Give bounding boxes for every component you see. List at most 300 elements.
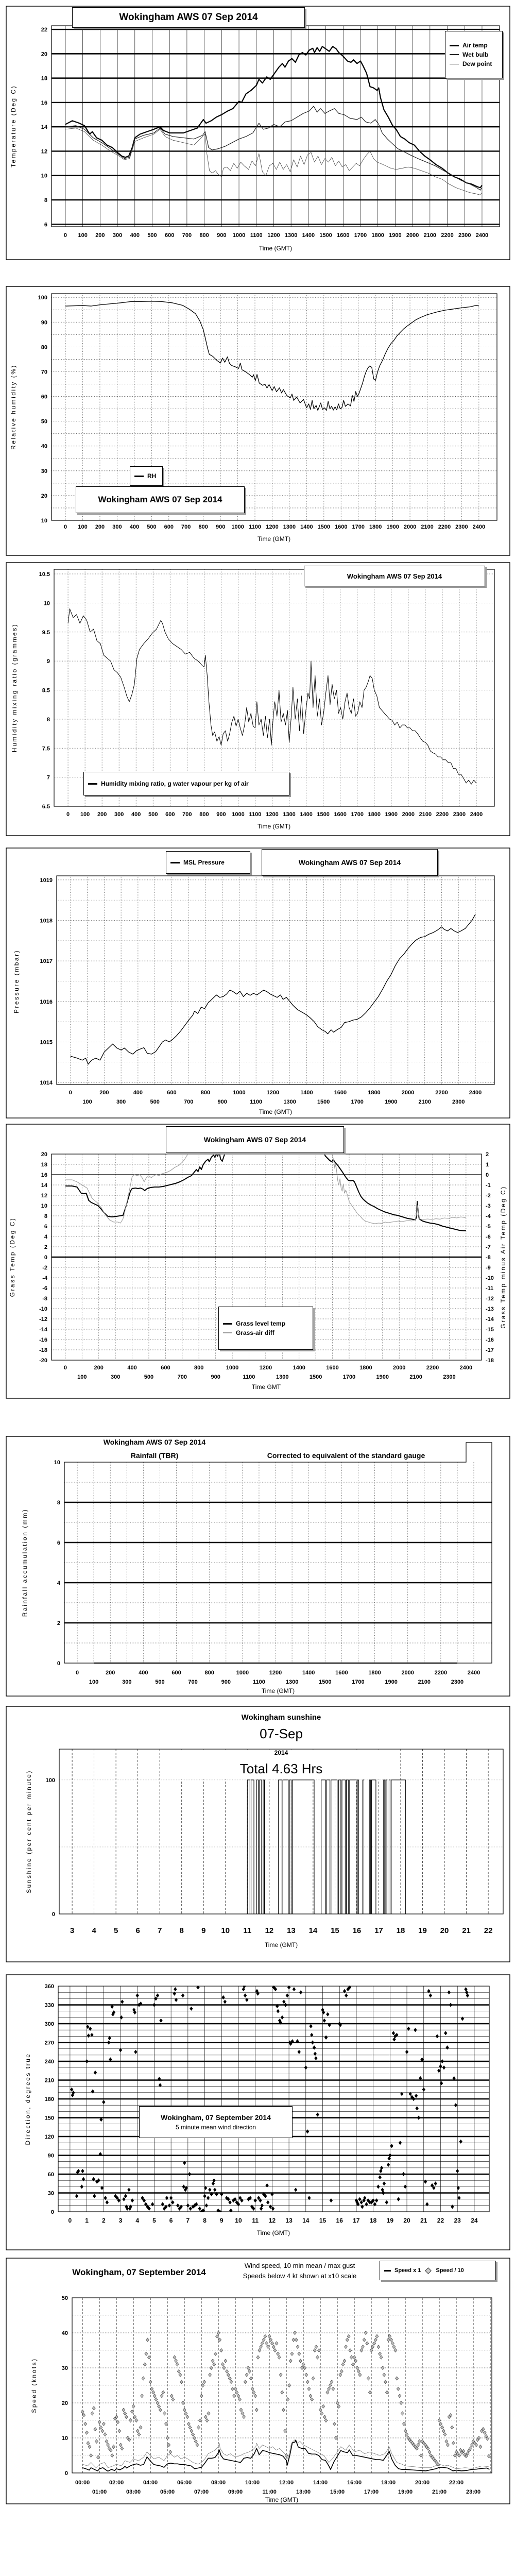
svg-text:2200: 2200 — [426, 1365, 439, 1371]
svg-text:Time (GMT): Time (GMT) — [256, 2229, 290, 2236]
svg-text:2000: 2000 — [401, 1670, 414, 1676]
svg-text:30: 30 — [61, 2365, 68, 2371]
svg-text:900: 900 — [216, 811, 226, 818]
svg-text:0: 0 — [63, 1365, 67, 1371]
label: Speed / 10 — [436, 2267, 464, 2274]
svg-text:1200: 1200 — [266, 1090, 280, 1096]
svg-text:1500: 1500 — [317, 524, 331, 530]
label: Wet bulb — [462, 51, 489, 58]
svg-text:12: 12 — [41, 1193, 47, 1199]
svg-text:30: 30 — [41, 468, 47, 474]
svg-text:1500: 1500 — [309, 1374, 322, 1380]
svg-text:Speeds below 4 kt shown at x10: Speeds below 4 kt shown at x10 scale — [243, 2272, 357, 2280]
svg-text:16: 16 — [41, 99, 47, 106]
svg-text:300: 300 — [112, 524, 122, 530]
svg-text:700: 700 — [183, 1099, 194, 1105]
svg-text:10: 10 — [61, 2435, 68, 2442]
svg-text:1015: 1015 — [40, 1039, 53, 1046]
svg-text:2100: 2100 — [418, 1679, 431, 1685]
svg-text:1000: 1000 — [232, 811, 245, 818]
svg-text:15: 15 — [331, 1926, 339, 1935]
svg-text:-6: -6 — [486, 1234, 491, 1240]
chart-title-box — [76, 486, 245, 513]
svg-text:1300: 1300 — [283, 811, 296, 818]
svg-text:270: 270 — [44, 2040, 54, 2046]
svg-text:-16: -16 — [486, 1337, 494, 1343]
svg-text:0: 0 — [66, 811, 70, 818]
svg-text:2400: 2400 — [472, 524, 486, 530]
svg-text:19: 19 — [418, 1926, 427, 1935]
svg-text:-14: -14 — [486, 1316, 494, 1323]
svg-text:40: 40 — [41, 443, 47, 450]
legend-marker-l3-icon — [450, 45, 459, 46]
svg-text:7: 7 — [46, 774, 50, 781]
svg-text:1100: 1100 — [250, 232, 263, 239]
svg-text:-16: -16 — [39, 1337, 47, 1343]
svg-text:18: 18 — [369, 2217, 377, 2224]
svg-text:0: 0 — [75, 1670, 79, 1676]
label: 5 minute mean wind direction — [175, 2124, 256, 2131]
svg-text:2100: 2100 — [419, 811, 432, 818]
svg-text:3: 3 — [70, 1926, 75, 1935]
svg-text:-18: -18 — [39, 1347, 47, 1353]
svg-text:700: 700 — [181, 524, 191, 530]
svg-text:Total 4.63 Hrs: Total 4.63 Hrs — [239, 1761, 323, 1776]
svg-text:Temperature (Deg C): Temperature (Deg C) — [10, 84, 17, 168]
svg-text:1800: 1800 — [371, 232, 384, 239]
svg-text:11: 11 — [243, 1926, 252, 1935]
svg-text:10: 10 — [54, 1460, 60, 1466]
svg-text:100: 100 — [45, 1777, 55, 1784]
svg-text:16: 16 — [336, 2217, 343, 2224]
svg-text:-8: -8 — [42, 1296, 47, 1302]
svg-text:300: 300 — [122, 1679, 132, 1685]
svg-text:18:00: 18:00 — [381, 2480, 396, 2486]
svg-text:2300: 2300 — [451, 1679, 464, 1685]
svg-text:03:00: 03:00 — [126, 2489, 141, 2495]
label: MSL Pressure — [183, 859, 225, 866]
svg-text:13:00: 13:00 — [296, 2489, 311, 2495]
svg-text:0: 0 — [68, 2217, 72, 2224]
svg-text:180: 180 — [44, 2096, 54, 2103]
svg-text:1700: 1700 — [351, 1099, 364, 1105]
svg-text:1017: 1017 — [40, 958, 53, 965]
svg-text:1900: 1900 — [386, 524, 399, 530]
svg-text:8: 8 — [44, 197, 47, 204]
legend-marker-l3-icon — [88, 783, 97, 785]
svg-text:200: 200 — [95, 232, 105, 239]
air-temperature-chart — [6, 6, 510, 260]
svg-text:210: 210 — [44, 2077, 54, 2084]
legend-box — [380, 2261, 496, 2280]
msl-pressure-chart-panel — [6, 848, 510, 1118]
svg-text:1300: 1300 — [283, 524, 296, 530]
legend-box — [83, 772, 289, 795]
legend-marker-dash-icon — [384, 2270, 391, 2272]
svg-text:1200: 1200 — [259, 1365, 272, 1371]
svg-text:17: 17 — [353, 2217, 360, 2224]
svg-text:1100: 1100 — [243, 1374, 255, 1380]
svg-text:Relative humidity (%): Relative humidity (%) — [10, 364, 17, 450]
svg-text:Wind speed, 10 min mean / max: Wind speed, 10 min mean / max gust — [244, 2262, 355, 2269]
svg-text:1800: 1800 — [368, 1090, 381, 1096]
svg-text:1600: 1600 — [335, 1670, 348, 1676]
svg-text:2000: 2000 — [401, 1090, 415, 1096]
svg-text:19: 19 — [386, 2217, 394, 2224]
svg-text:18: 18 — [41, 75, 47, 82]
svg-text:13: 13 — [285, 2217, 293, 2224]
svg-text:2400: 2400 — [469, 1090, 482, 1096]
svg-text:1000: 1000 — [236, 1670, 249, 1676]
svg-text:2400: 2400 — [475, 232, 489, 239]
svg-text:80: 80 — [41, 344, 47, 351]
label: Grass-air diff — [236, 1329, 274, 1336]
svg-text:14:00: 14:00 — [313, 2480, 328, 2486]
svg-text:-2: -2 — [42, 1265, 47, 1271]
svg-text:9: 9 — [46, 658, 50, 665]
chart-title-box — [139, 2106, 293, 2138]
svg-text:7.5: 7.5 — [42, 745, 50, 752]
svg-text:-6: -6 — [42, 1285, 47, 1292]
svg-text:-9: -9 — [486, 1265, 491, 1271]
msl-pressure-chart — [6, 848, 510, 1118]
svg-text:0: 0 — [50, 2209, 54, 2215]
svg-text:1400: 1400 — [302, 1670, 315, 1676]
svg-text:1800: 1800 — [368, 1670, 381, 1676]
svg-text:0: 0 — [44, 1255, 47, 1261]
legend-box — [130, 466, 163, 486]
svg-text:1300: 1300 — [284, 232, 298, 239]
svg-text:1800: 1800 — [359, 1365, 372, 1371]
svg-text:200: 200 — [94, 1365, 104, 1371]
svg-text:10: 10 — [41, 518, 47, 524]
svg-text:0: 0 — [63, 232, 67, 239]
svg-text:1700: 1700 — [351, 811, 364, 818]
svg-text:500: 500 — [144, 1374, 154, 1380]
svg-text:06:00: 06:00 — [177, 2480, 192, 2486]
svg-text:07:00: 07:00 — [194, 2489, 209, 2495]
svg-text:10: 10 — [41, 1203, 47, 1209]
label: Wokingham AWS 07 Sep 2014 — [203, 1136, 306, 1144]
svg-text:Wokingham sunshine: Wokingham sunshine — [241, 1713, 321, 1722]
svg-text:1600: 1600 — [334, 1090, 347, 1096]
svg-text:20: 20 — [61, 2400, 68, 2406]
svg-text:6.5: 6.5 — [42, 804, 50, 810]
svg-text:Sunshine (per cent per minute): Sunshine (per cent per minute) — [25, 1770, 32, 1893]
svg-text:16: 16 — [352, 1926, 362, 1935]
svg-text:0: 0 — [64, 524, 67, 530]
svg-text:11: 11 — [252, 2217, 259, 2224]
svg-text:900: 900 — [215, 524, 226, 530]
svg-text:5: 5 — [152, 2217, 156, 2224]
svg-text:400: 400 — [133, 1090, 143, 1096]
svg-text:360: 360 — [44, 1984, 54, 1990]
svg-text:200: 200 — [99, 1090, 109, 1096]
svg-text:2400: 2400 — [467, 1670, 480, 1676]
svg-text:1900: 1900 — [385, 811, 398, 818]
svg-text:800: 800 — [200, 1090, 211, 1096]
svg-text:10:00: 10:00 — [245, 2480, 260, 2486]
svg-text:15: 15 — [319, 2217, 327, 2224]
svg-text:30: 30 — [47, 2190, 54, 2197]
svg-text:7: 7 — [158, 1926, 162, 1935]
svg-text:1: 1 — [85, 2217, 89, 2224]
svg-text:Time (GMT): Time (GMT) — [265, 2496, 299, 2503]
svg-text:400: 400 — [139, 1670, 148, 1676]
svg-text:100: 100 — [78, 524, 88, 530]
svg-text:5: 5 — [113, 1926, 118, 1935]
svg-text:200: 200 — [106, 1670, 115, 1676]
svg-text:10: 10 — [235, 2217, 242, 2224]
label: Wokingham AWS 07 Sep 2014 — [119, 12, 258, 23]
svg-text:2300: 2300 — [443, 1374, 456, 1380]
svg-text:1200: 1200 — [266, 524, 279, 530]
svg-text:-11: -11 — [486, 1285, 494, 1292]
legend-marker-l3-icon — [223, 1323, 232, 1325]
svg-text:50: 50 — [61, 2295, 68, 2301]
svg-text:6: 6 — [169, 2217, 173, 2224]
svg-text:1900: 1900 — [389, 232, 402, 239]
label: Humidity mixing ratio, g water vapour per kg of air — [101, 780, 249, 787]
svg-text:6: 6 — [44, 1224, 47, 1230]
svg-text:7: 7 — [186, 2217, 190, 2224]
svg-text:2400: 2400 — [470, 811, 483, 818]
svg-text:500: 500 — [148, 811, 158, 818]
svg-text:1600: 1600 — [334, 811, 347, 818]
svg-text:-5: -5 — [486, 1224, 491, 1230]
svg-text:1700: 1700 — [354, 232, 367, 239]
svg-text:-12: -12 — [486, 1296, 494, 1302]
svg-text:600: 600 — [165, 232, 175, 239]
svg-text:07-Sep: 07-Sep — [260, 1726, 303, 1741]
svg-text:-14: -14 — [39, 1327, 47, 1333]
svg-text:02:00: 02:00 — [109, 2480, 124, 2486]
svg-text:17: 17 — [374, 1926, 383, 1935]
svg-text:800: 800 — [204, 1670, 214, 1676]
svg-text:300: 300 — [114, 811, 124, 818]
svg-text:2000: 2000 — [392, 1365, 406, 1371]
wind-speed-chart-panel — [6, 2258, 510, 2504]
svg-text:12: 12 — [268, 2217, 276, 2224]
svg-text:-3: -3 — [486, 1203, 491, 1209]
svg-text:1100: 1100 — [249, 524, 261, 530]
svg-text:14: 14 — [302, 2217, 310, 2224]
label: Speed x 1 — [394, 2267, 421, 2274]
svg-text:05:00: 05:00 — [160, 2489, 175, 2495]
svg-text:300: 300 — [44, 2021, 54, 2027]
svg-text:22: 22 — [41, 27, 47, 33]
svg-text:18: 18 — [41, 1162, 47, 1168]
svg-text:10.5: 10.5 — [39, 571, 50, 578]
svg-text:2300: 2300 — [455, 524, 468, 530]
svg-text:0: 0 — [486, 1172, 489, 1178]
svg-text:Time (GMT): Time (GMT) — [264, 1941, 298, 1948]
svg-text:4: 4 — [57, 1580, 60, 1586]
svg-text:100: 100 — [80, 811, 90, 818]
svg-text:400: 400 — [131, 811, 141, 818]
rainfall-chart — [6, 1436, 510, 1696]
svg-text:1700: 1700 — [342, 1374, 356, 1380]
svg-text:1500: 1500 — [319, 232, 332, 239]
legend-marker-g2-icon — [223, 1332, 232, 1333]
svg-text:1200: 1200 — [267, 232, 280, 239]
svg-text:1400: 1400 — [300, 1090, 313, 1096]
svg-text:Wokingham, 07 September 2014: Wokingham, 07 September 2014 — [72, 2267, 206, 2277]
svg-text:21: 21 — [420, 2217, 427, 2224]
svg-text:12: 12 — [265, 1926, 274, 1935]
svg-text:Grass Temp minus Air Temp (Deg: Grass Temp minus Air Temp (Deg C) — [500, 1185, 507, 1329]
svg-text:Speed (knots): Speed (knots) — [30, 2358, 38, 2413]
svg-text:100: 100 — [78, 232, 88, 239]
svg-text:-20: -20 — [39, 1358, 47, 1364]
svg-text:100: 100 — [38, 295, 47, 301]
svg-text:8: 8 — [179, 1926, 184, 1935]
svg-text:1700: 1700 — [352, 524, 365, 530]
svg-text:10: 10 — [41, 173, 47, 179]
svg-text:500: 500 — [155, 1679, 165, 1685]
svg-text:Time GMT: Time GMT — [251, 1383, 281, 1391]
svg-text:1000: 1000 — [231, 524, 244, 530]
chart-title-box — [166, 1126, 344, 1153]
svg-text:800: 800 — [198, 524, 208, 530]
svg-text:20: 20 — [41, 1151, 47, 1158]
svg-text:1016: 1016 — [40, 998, 53, 1005]
svg-text:1600: 1600 — [337, 232, 350, 239]
grass-temperature-chart — [6, 1124, 510, 1398]
relative-humidity-chart — [6, 286, 510, 555]
svg-text:0: 0 — [64, 2470, 68, 2477]
svg-text:2200: 2200 — [436, 811, 449, 818]
svg-text:100: 100 — [89, 1679, 99, 1685]
svg-text:0: 0 — [52, 1911, 55, 1918]
svg-text:-2: -2 — [486, 1193, 491, 1199]
svg-text:700: 700 — [188, 1679, 198, 1685]
svg-text:400: 400 — [129, 524, 140, 530]
label: Air temp — [462, 42, 488, 49]
svg-text:-4: -4 — [42, 1275, 47, 1281]
svg-text:08:00: 08:00 — [211, 2480, 226, 2486]
svg-text:1019: 1019 — [40, 877, 53, 884]
svg-text:20: 20 — [403, 2217, 410, 2224]
svg-text:9: 9 — [219, 2217, 224, 2224]
svg-text:-4: -4 — [486, 1213, 491, 1219]
svg-text:Direction, degrees true: Direction, degrees true — [24, 2053, 31, 2145]
svg-text:8: 8 — [44, 1213, 47, 1219]
svg-text:12: 12 — [41, 148, 47, 155]
svg-text:800: 800 — [199, 232, 209, 239]
label: Grass level temp — [236, 1320, 286, 1327]
svg-text:9.5: 9.5 — [42, 629, 50, 636]
svg-text:900: 900 — [211, 1374, 220, 1380]
svg-text:Time (GMT): Time (GMT) — [259, 1108, 293, 1115]
svg-text:700: 700 — [177, 1374, 187, 1380]
svg-text:900: 900 — [217, 1099, 227, 1105]
svg-text:14: 14 — [41, 124, 47, 131]
svg-text:17:00: 17:00 — [364, 2489, 379, 2495]
chart-title-box — [304, 566, 485, 586]
legend-marker-l2-icon — [450, 54, 459, 55]
svg-text:4: 4 — [92, 1926, 96, 1935]
label: Dew point — [462, 60, 492, 67]
svg-text:800: 800 — [199, 811, 209, 818]
svg-text:2: 2 — [486, 1151, 489, 1158]
legend-box — [218, 1307, 313, 1350]
svg-text:-7: -7 — [486, 1244, 491, 1250]
svg-text:2200: 2200 — [438, 524, 451, 530]
svg-text:-8: -8 — [486, 1255, 491, 1261]
svg-text:22: 22 — [484, 1926, 493, 1935]
svg-text:1400: 1400 — [293, 1365, 305, 1371]
svg-text:12:00: 12:00 — [279, 2480, 294, 2486]
svg-text:1200: 1200 — [266, 811, 279, 818]
svg-text:90: 90 — [41, 319, 47, 326]
svg-text:300: 300 — [110, 1374, 121, 1380]
label: RH — [147, 472, 157, 480]
sunshine-chart — [6, 1706, 510, 1962]
svg-text:700: 700 — [182, 811, 192, 818]
svg-text:600: 600 — [165, 811, 175, 818]
svg-text:15:00: 15:00 — [330, 2489, 345, 2495]
svg-text:10: 10 — [43, 600, 50, 607]
svg-text:20: 20 — [41, 493, 47, 499]
svg-text:1500: 1500 — [317, 1099, 330, 1105]
svg-text:1500: 1500 — [317, 811, 330, 818]
svg-text:3: 3 — [118, 2217, 123, 2224]
svg-text:16:00: 16:00 — [347, 2480, 362, 2486]
svg-text:09:00: 09:00 — [228, 2489, 243, 2495]
svg-text:1500: 1500 — [319, 1679, 332, 1685]
legend-box — [445, 31, 503, 78]
svg-text:1900: 1900 — [385, 1679, 398, 1685]
svg-text:-15: -15 — [486, 1327, 494, 1333]
svg-text:240: 240 — [44, 2059, 54, 2065]
svg-text:Time (GMT): Time (GMT) — [257, 823, 291, 830]
svg-text:0: 0 — [57, 1660, 60, 1667]
legend-box — [166, 851, 250, 874]
svg-text:500: 500 — [147, 232, 157, 239]
svg-text:23:00: 23:00 — [466, 2489, 481, 2495]
svg-text:600: 600 — [171, 1670, 181, 1676]
svg-text:2000: 2000 — [406, 232, 419, 239]
svg-text:1000: 1000 — [226, 1365, 239, 1371]
svg-text:1000: 1000 — [232, 232, 246, 239]
svg-text:Rainfall (TBR): Rainfall (TBR) — [130, 1451, 179, 1460]
svg-text:6: 6 — [57, 1540, 60, 1546]
svg-text:2100: 2100 — [409, 1374, 422, 1380]
svg-text:2200: 2200 — [435, 1090, 448, 1096]
svg-text:Corrected to equivalent of the: Corrected to equivalent of the standard gauge — [267, 1451, 425, 1460]
svg-text:1018: 1018 — [40, 918, 53, 924]
svg-text:8: 8 — [57, 1500, 60, 1506]
svg-text:2300: 2300 — [452, 1099, 465, 1105]
svg-text:300: 300 — [116, 1099, 126, 1105]
svg-text:8: 8 — [46, 716, 50, 723]
svg-text:1700: 1700 — [352, 1679, 365, 1685]
svg-text:100: 100 — [77, 1374, 87, 1380]
wind-speed-chart — [6, 2258, 510, 2504]
svg-text:2: 2 — [44, 1244, 47, 1250]
svg-text:16: 16 — [41, 1172, 47, 1178]
chart-title-box — [72, 7, 305, 28]
svg-text:0: 0 — [68, 1090, 72, 1096]
svg-text:1100: 1100 — [249, 811, 262, 818]
svg-text:24: 24 — [471, 2217, 478, 2224]
svg-text:2100: 2100 — [418, 1099, 431, 1105]
label: Wokingham AWS 07 Sep 2014 — [347, 572, 442, 580]
svg-text:2000: 2000 — [402, 811, 415, 818]
svg-text:900: 900 — [221, 1679, 231, 1685]
legend-marker-dm-icon — [425, 2267, 432, 2274]
